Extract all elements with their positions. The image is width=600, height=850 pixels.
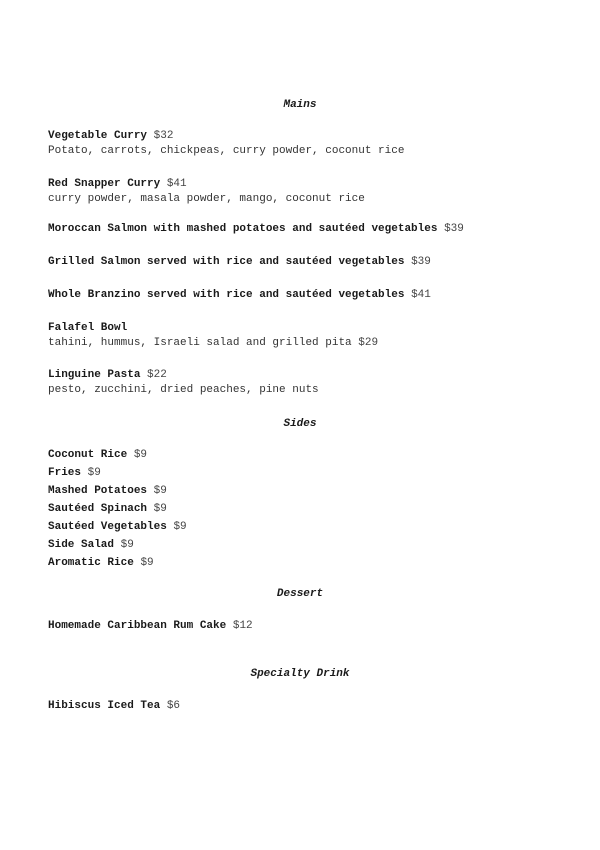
sides-heading: Sides [283,418,317,430]
menu-item-falafel-bowl [48,321,588,351]
item-name: Whole Branzino served with rice and sautéed vegetables [48,289,405,301]
item-price: $9 [153,503,167,515]
specialty-drink-heading: Specialty Drink [250,668,350,680]
menu-item-vegetable-curry [48,129,588,159]
item-name: Homemade Caribbean Rum Cake [48,620,227,632]
menu-item-hibiscus-iced-tea [48,699,588,714]
item-price: $22 [147,369,167,381]
item-name: Red Snapper Curry [48,178,161,190]
item-name: Aromatic Rice [48,557,134,569]
item-price: $41 [411,289,431,301]
item-name: Sautéed Vegetables [48,521,167,533]
menu-item-sauteed-vegetables [48,520,588,535]
menu-item-mashed-potatoes [48,484,588,499]
mains-heading: Mains [283,99,317,111]
item-name: Fries [48,467,82,479]
item-name: Vegetable Curry [48,130,148,142]
item-name: Grilled Salmon served with rice and sautéed vegetables [48,256,405,268]
item-name: Coconut Rice [48,449,128,461]
menu-item-fries [48,466,588,481]
item-name: Hibiscus Iced Tea [48,700,161,712]
menu-item-coconut-rice [48,448,588,463]
item-price: $6 [166,700,181,712]
menu-item-sauteed-spinach [48,502,588,517]
item-price: $9 [87,467,101,479]
item-name: Linguine Pasta [48,369,141,381]
item-description: curry powder, masala powder, mango, coconut rice [48,193,365,205]
item-name: Side Salad [48,539,115,551]
menu-item-moroccan-salmon [48,222,588,237]
menu-item-linguine-pasta [48,368,588,398]
item-name: Moroccan Salmon with mashed potatoes and sautéed vegetables [48,223,438,235]
item-description: tahini, hummus, Israeli salad and grilled pita $29 [48,337,379,349]
item-price: $29 [358,337,379,349]
item-name: Mashed Potatoes [48,485,148,497]
item-price: $9 [140,557,154,569]
item-price: $9 [120,539,134,551]
item-price: $9 [133,449,148,461]
menu-item-rum-cake [48,619,588,634]
item-name: Sautéed Spinach [48,503,148,515]
item-description: Potato, carrots, chickpeas, curry powder, coconut rice [48,145,405,157]
item-price: $39 [444,223,464,235]
menu-item-whole-branzino [48,288,588,303]
item-name: Falafel Bowl [48,322,128,334]
item-price: $39 [411,256,431,268]
item-description: pesto, zucchini, dried peaches, pine nuts [48,384,319,396]
item-price: $41 [166,178,187,190]
menu-item-red-snapper-curry [48,177,588,207]
item-price: $9 [173,521,187,533]
dessert-heading: Dessert [276,588,324,600]
item-price: $32 [153,130,174,142]
menu-item-grilled-salmon [48,255,588,270]
item-price: $12 [232,620,253,632]
menu-item-side-salad [48,538,588,553]
item-price: $9 [153,485,167,497]
menu-item-aromatic-rice [48,556,588,571]
